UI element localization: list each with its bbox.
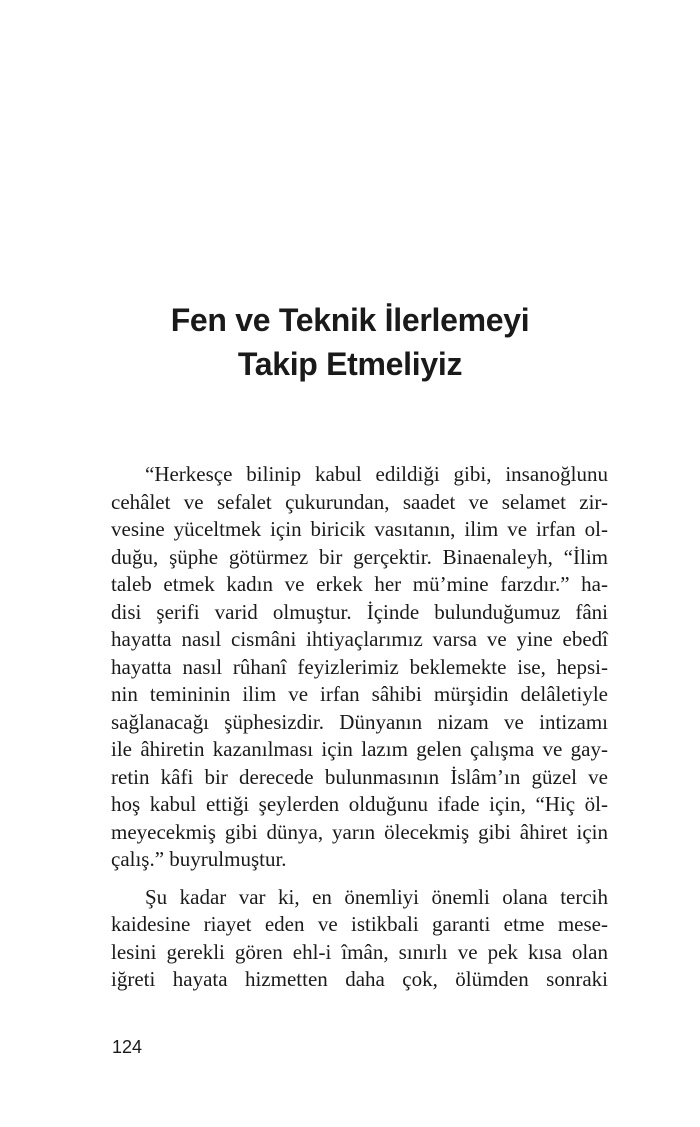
text-line: nin temininin ilim ve irfan sâhibi mürşidin delâletiyle (111, 682, 608, 706)
body-text (111, 461, 608, 994)
text-line: ile âhiretin kazanılması için lazım gelen çalışma ve gay- (111, 737, 608, 761)
text-line: sağlanacağı şüphesizdir. Dünyanın nizam ve intizamı (111, 709, 608, 734)
paragraph-1 (111, 461, 608, 874)
text-line: retin kâfi bir derecede bulunmasının İslâm’ın güzel ve (111, 764, 608, 789)
page-number: 124 (112, 1037, 143, 1057)
text-line: vesine yüceltmek için biricik vasıtanın, ilim ve irfan ol- (111, 517, 608, 541)
text-line: taleb etmek kadın ve erkek her mü’mine farzdır.” ha- (111, 572, 608, 596)
paragraph-2 (111, 884, 608, 994)
paragraph-gap (111, 874, 608, 884)
text-line: Şu kadar var ki, en önemliyi önemli olana tercih (145, 884, 608, 909)
chapter-title-line-1: Fen ve Teknik İlerlemeyi (170, 302, 530, 338)
text-line: çalış.” buyrulmuştur. (111, 847, 287, 871)
text-line: disi şerifi varid olmuştur. İçinde bulunduğumuz fâni (111, 599, 608, 624)
text-line: kaidesine riayet eden ve istikbali garanti etme mese- (111, 912, 608, 936)
text-line: meyecekmiş gibi dünya, yarın ölecekmiş gibi âhiret için (111, 819, 608, 844)
text-line: hayatta nasıl rûhanî feyizlerimiz beklemekte ise, hepsi- (111, 654, 608, 679)
text-line: lesini gerekli gören ehl-i îmân, sınırlı ve pek kısa olan (111, 939, 608, 964)
text-line: cehâlet ve sefalet çukurundan, saadet ve selamet zir- (111, 489, 608, 514)
text-line: duğu, şüphe götürmez bir gerçektir. Binaenaleyh, “İlim (111, 544, 608, 569)
text-line: hayatta nasıl cismâni ihtiyaçlarımız varsa ve yine ebedî (111, 627, 608, 651)
text-line: “Herkesçe bilinip kabul edildiği gibi, insanoğlunu (145, 462, 608, 486)
chapter-title (0, 298, 700, 386)
text-line: hoş kabul ettiği şeylerden olduğunu ifade için, “Hiç öl- (111, 792, 608, 816)
chapter-title-line-2: Takip Etmeliyiz (237, 346, 463, 382)
text-line: iğreti hayata hizmetten daha çok, ölümden sonraki (111, 967, 608, 991)
